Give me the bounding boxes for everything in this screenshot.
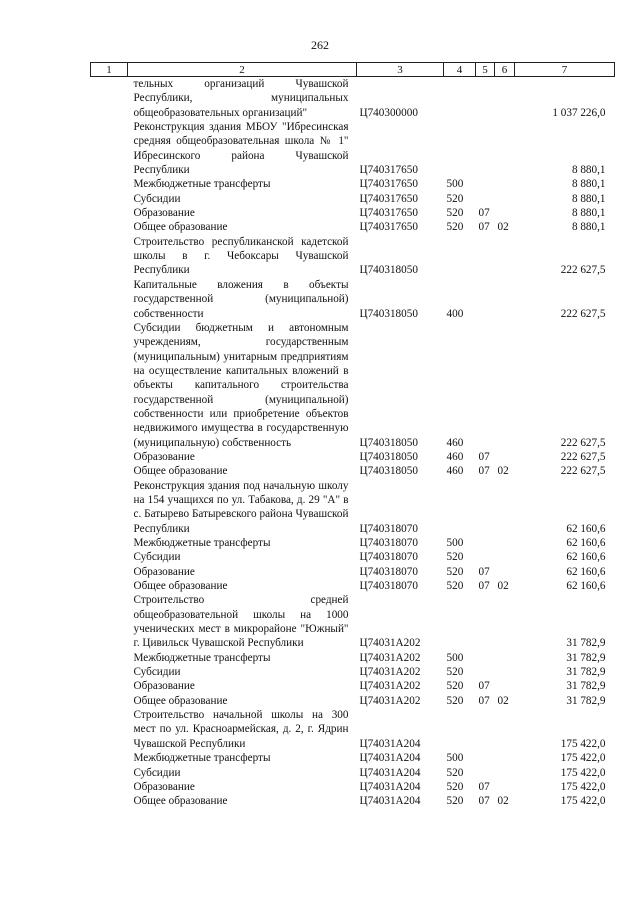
row-expense-type-cell xyxy=(444,120,476,177)
row-code-cell: Ц740318050 xyxy=(359,436,418,449)
row-name-cell: Образование xyxy=(133,680,195,693)
row-expense-type-cell xyxy=(444,77,476,121)
row-subsection-cell xyxy=(495,536,515,550)
row-section-cell xyxy=(476,235,495,278)
row-code-cell: Ц740318070 xyxy=(359,537,418,549)
row-name-cell: Межбюджетные трансферты xyxy=(133,651,271,664)
row-name-cell: Строительство средней общеобразовательной школы на 1000 ученических мест в микрорайоне "Южный" г. Цивильск Чувашской Республики xyxy=(133,594,349,650)
row-section-cell xyxy=(476,708,495,751)
row-section-cell xyxy=(476,751,495,765)
row-subsection-cell xyxy=(495,708,515,751)
row-section-cell xyxy=(476,550,495,564)
column-number-row xyxy=(91,63,615,77)
row-subsection-cell xyxy=(495,321,515,450)
row-index-cell xyxy=(91,665,128,679)
row-code-cell: Ц74031А204 xyxy=(359,752,421,765)
row-index-cell xyxy=(91,651,128,665)
row-name-cell: Общее образование xyxy=(133,465,228,478)
row-amount-cell: 175 422,0 xyxy=(560,766,606,779)
table-row xyxy=(91,550,615,564)
row-section-cell: 07 xyxy=(478,207,490,220)
row-amount-cell: 8 880,1 xyxy=(571,164,606,177)
row-subsection-cell xyxy=(495,192,515,206)
row-subsection-cell xyxy=(495,751,515,765)
row-code-cell: Ц74031А202 xyxy=(359,651,421,664)
row-code-cell: Ц740318070 xyxy=(359,580,418,593)
row-section-cell xyxy=(476,479,495,536)
row-name-cell: Образование xyxy=(133,450,195,463)
row-section-cell xyxy=(476,766,495,780)
row-expense-type-cell: 500 xyxy=(446,537,464,549)
row-expense-type-cell: 520 xyxy=(446,766,464,779)
column-number: 7 xyxy=(515,63,615,77)
row-section-cell: 07 xyxy=(478,465,490,478)
row-section-cell: 07 xyxy=(478,694,490,707)
row-code-cell: Ц740317650 xyxy=(359,207,418,220)
row-amount-cell: 222 627,5 xyxy=(560,264,606,277)
row-expense-type-cell: 520 xyxy=(446,795,464,808)
row-amount-cell: 222 627,5 xyxy=(560,307,606,320)
row-expense-type-cell: 500 xyxy=(446,752,464,765)
row-subsection-cell: 02 xyxy=(497,580,509,593)
row-amount-cell: 62 160,6 xyxy=(566,580,606,593)
row-subsection-cell xyxy=(495,177,515,191)
row-expense-type-cell: 520 xyxy=(446,565,464,578)
row-section-cell: 07 xyxy=(478,221,490,234)
row-expense-type-cell: 400 xyxy=(446,307,464,320)
row-index-cell xyxy=(91,464,128,478)
row-subsection-cell xyxy=(495,278,515,321)
row-subsection-cell xyxy=(495,665,515,679)
row-section-cell xyxy=(476,651,495,665)
row-code-cell: Ц74031А204 xyxy=(359,780,421,793)
row-expense-type-cell: 460 xyxy=(446,465,464,478)
row-index-cell xyxy=(91,794,128,808)
row-subsection-cell xyxy=(495,679,515,693)
row-index-cell xyxy=(91,177,128,191)
row-subsection-cell xyxy=(495,206,515,220)
row-amount-cell: 8 880,1 xyxy=(571,192,606,205)
row-code-cell: Ц74031А204 xyxy=(359,795,421,808)
row-code-cell: Ц740318070 xyxy=(359,565,418,578)
row-name-cell: Образование xyxy=(133,565,195,578)
row-section-cell xyxy=(476,77,495,121)
row-index-cell xyxy=(91,278,128,321)
column-number: 6 xyxy=(495,63,515,77)
row-name-cell: Субсидии xyxy=(133,666,181,679)
row-index-cell xyxy=(91,77,128,121)
row-subsection-cell xyxy=(495,565,515,579)
column-number: 1 xyxy=(91,63,128,77)
row-index-cell xyxy=(91,192,128,206)
row-section-cell: 07 xyxy=(478,795,490,808)
row-index-cell xyxy=(91,206,128,220)
table-row xyxy=(91,708,615,751)
row-index-cell xyxy=(91,694,128,708)
row-section-cell xyxy=(476,278,495,321)
row-code-cell: Ц740318050 xyxy=(359,450,418,463)
row-name-cell: Капитальные вложения в объекты государственной (муниципальной) собственности xyxy=(133,278,349,320)
row-amount-cell: 31 782,9 xyxy=(566,637,606,650)
row-code-cell: Ц74031А202 xyxy=(359,637,421,650)
row-index-cell xyxy=(91,536,128,550)
row-expense-type-cell: 500 xyxy=(446,651,464,664)
table-row xyxy=(91,206,615,220)
row-index-cell xyxy=(91,479,128,536)
table-body xyxy=(91,77,615,809)
row-index-cell xyxy=(91,565,128,579)
row-index-cell xyxy=(91,321,128,450)
row-expense-type-cell: 520 xyxy=(446,680,464,693)
row-section-cell xyxy=(476,593,495,650)
row-amount-cell: 175 422,0 xyxy=(560,737,606,750)
row-index-cell xyxy=(91,708,128,751)
row-amount-cell: 222 627,5 xyxy=(560,436,606,449)
row-expense-type-cell: 460 xyxy=(446,450,464,463)
row-name-cell: Строительство республиканской кадетской школы в г. Чебоксары Чувашской Республики xyxy=(133,235,349,277)
row-index-cell xyxy=(91,220,128,234)
page-number: 262 xyxy=(311,38,329,52)
row-code-cell: Ц74031А202 xyxy=(359,680,421,693)
budget-table-container xyxy=(90,62,614,809)
row-amount-cell: 175 422,0 xyxy=(560,780,606,793)
row-name-cell: Образование xyxy=(133,207,195,220)
row-code-cell: Ц740317650 xyxy=(359,192,418,205)
row-amount-cell: 175 422,0 xyxy=(560,795,606,808)
row-expense-type-cell: 520 xyxy=(446,780,464,793)
column-number: 3 xyxy=(357,63,444,77)
row-section-cell xyxy=(476,321,495,450)
row-name-cell: Реконструкция здания МБОУ "Ибресинская средняя общеобразовательная школа № 1" Ибресинского района Чувашской Республики xyxy=(133,121,349,177)
row-name-cell: Строительство начальной школы на 300 мест по ул. Красноармейская, д. 2, г. Ядрин Чувашской Республики xyxy=(133,709,349,750)
table-row xyxy=(91,120,615,177)
row-code-cell: Ц740318050 xyxy=(359,465,418,478)
table-row xyxy=(91,565,615,579)
table-row xyxy=(91,751,615,765)
row-subsection-cell: 02 xyxy=(497,694,509,707)
row-expense-type-cell: 520 xyxy=(446,551,464,564)
row-section-cell: 07 xyxy=(478,680,490,693)
row-expense-type-cell: 520 xyxy=(446,192,464,205)
row-subsection-cell xyxy=(495,479,515,536)
row-code-cell: Ц740318070 xyxy=(359,522,418,535)
row-code-cell: Ц740317650 xyxy=(359,164,418,177)
row-expense-type-cell: 500 xyxy=(446,178,464,191)
row-index-cell xyxy=(91,579,128,593)
row-name-cell: тельных организаций Чувашской Республики, муниципальных общеобразовательных организаций" xyxy=(133,78,349,119)
row-expense-type-cell: 520 xyxy=(446,207,464,220)
table-row xyxy=(91,651,615,665)
row-subsection-cell: 02 xyxy=(497,221,509,234)
row-amount-cell: 175 422,0 xyxy=(560,752,606,765)
row-amount-cell: 62 160,6 xyxy=(566,551,606,564)
row-amount-cell: 31 782,9 xyxy=(566,680,606,693)
row-index-cell xyxy=(91,450,128,464)
row-subsection-cell: 02 xyxy=(497,465,509,478)
row-index-cell xyxy=(91,780,128,794)
row-amount-cell: 31 782,9 xyxy=(566,694,606,707)
column-number: 4 xyxy=(444,63,476,77)
row-amount-cell: 8 880,1 xyxy=(571,207,606,220)
table-row xyxy=(91,450,615,464)
row-subsection-cell xyxy=(495,651,515,665)
row-index-cell xyxy=(91,235,128,278)
row-name-cell: Межбюджетные трансферты xyxy=(133,178,271,191)
row-code-cell: Ц740318070 xyxy=(359,551,418,564)
row-expense-type-cell: 520 xyxy=(446,666,464,679)
row-index-cell xyxy=(91,751,128,765)
row-section-cell: 07 xyxy=(478,780,490,793)
row-name-cell: Субсидии xyxy=(133,192,181,205)
row-section-cell xyxy=(476,120,495,177)
row-code-cell: Ц740317650 xyxy=(359,221,418,234)
row-amount-cell: 8 880,1 xyxy=(571,178,606,191)
row-subsection-cell xyxy=(495,766,515,780)
row-amount-cell: 31 782,9 xyxy=(566,651,606,664)
row-expense-type-cell xyxy=(444,479,476,536)
row-subsection-cell xyxy=(495,593,515,650)
budget-table xyxy=(90,62,615,809)
table-row xyxy=(91,766,615,780)
row-name-cell: Субсидии бюджетным и автономным учреждениям, государственным (муниципальным) унитарным предприятиям на осуществление капитальных вложений в объекты капитального строительства государственной (муниципальной) собственности или приобретение объектов недвижимого имущества в государственную (муниципальную) собственность xyxy=(133,321,349,449)
table-row xyxy=(91,278,615,321)
row-section-cell xyxy=(476,665,495,679)
row-amount-cell: 62 160,6 xyxy=(566,565,606,578)
row-name-cell: Реконструкция здания под начальную школу на 154 учащихся по ул. Табакова, д. 29 "А" в с. Батырево Батыревского района Чувашской Республики xyxy=(133,479,349,535)
row-expense-type-cell: 460 xyxy=(446,436,464,449)
column-number: 5 xyxy=(476,63,495,77)
row-code-cell: Ц74031А202 xyxy=(359,694,421,707)
row-name-cell: Общее образование xyxy=(133,221,228,234)
row-expense-type-cell: 520 xyxy=(446,580,464,593)
row-expense-type-cell xyxy=(444,593,476,650)
row-expense-type-cell xyxy=(444,708,476,751)
row-subsection-cell xyxy=(495,780,515,794)
row-index-cell xyxy=(91,120,128,177)
row-code-cell: Ц740300000 xyxy=(359,106,418,119)
table-row xyxy=(91,464,615,478)
row-name-cell: Общее образование xyxy=(133,795,228,808)
row-name-cell: Общее образование xyxy=(133,580,228,593)
row-code-cell: Ц74031А204 xyxy=(359,766,421,779)
row-name-cell: Образование xyxy=(133,780,195,793)
row-amount-cell: 62 160,6 xyxy=(566,537,606,549)
table-row xyxy=(91,235,615,278)
row-section-cell xyxy=(476,192,495,206)
table-row xyxy=(91,177,615,191)
row-section-cell xyxy=(476,536,495,550)
table-row xyxy=(91,780,615,794)
row-subsection-cell xyxy=(495,450,515,464)
row-amount-cell: 1 037 226,0 xyxy=(552,106,606,119)
row-expense-type-cell xyxy=(444,235,476,278)
row-expense-type-cell: 520 xyxy=(446,694,464,707)
row-name-cell: Общее образование xyxy=(133,694,228,707)
row-name-cell: Субсидии xyxy=(133,551,181,564)
row-subsection-cell: 02 xyxy=(497,795,509,808)
row-code-cell: Ц74031А202 xyxy=(359,666,421,679)
table-header xyxy=(91,63,615,77)
table-row xyxy=(91,479,615,536)
row-amount-cell: 31 782,9 xyxy=(566,666,606,679)
row-code-cell: Ц740317650 xyxy=(359,178,418,191)
table-row xyxy=(91,593,615,650)
row-section-cell: 07 xyxy=(478,450,490,463)
row-amount-cell: 222 627,5 xyxy=(560,465,606,478)
row-subsection-cell xyxy=(495,77,515,121)
row-index-cell xyxy=(91,766,128,780)
row-amount-cell: 222 627,5 xyxy=(560,450,606,463)
row-index-cell xyxy=(91,679,128,693)
row-subsection-cell xyxy=(495,235,515,278)
row-section-cell: 07 xyxy=(478,565,490,578)
table-row xyxy=(91,220,615,234)
row-code-cell: Ц74031А204 xyxy=(359,737,421,750)
table-row xyxy=(91,321,615,450)
row-index-cell xyxy=(91,550,128,564)
table-row xyxy=(91,77,615,121)
table-row xyxy=(91,794,615,808)
table-row xyxy=(91,536,615,550)
row-name-cell: Субсидии xyxy=(133,766,181,779)
row-code-cell: Ц740318050 xyxy=(359,264,418,277)
row-code-cell: Ц740318050 xyxy=(359,307,418,320)
table-row xyxy=(91,679,615,693)
row-subsection-cell xyxy=(495,120,515,177)
row-name-cell: Межбюджетные трансферты xyxy=(133,752,271,765)
row-expense-type-cell: 520 xyxy=(446,221,464,234)
table-row xyxy=(91,694,615,708)
row-name-cell: Межбюджетные трансферты xyxy=(133,537,271,549)
row-subsection-cell xyxy=(495,550,515,564)
table-row xyxy=(91,665,615,679)
table-row xyxy=(91,579,615,593)
table-row xyxy=(91,192,615,206)
row-section-cell xyxy=(476,177,495,191)
row-section-cell: 07 xyxy=(478,580,490,593)
row-index-cell xyxy=(91,593,128,650)
column-number: 2 xyxy=(128,63,357,77)
row-amount-cell: 62 160,6 xyxy=(566,522,606,535)
row-amount-cell: 8 880,1 xyxy=(571,221,606,234)
